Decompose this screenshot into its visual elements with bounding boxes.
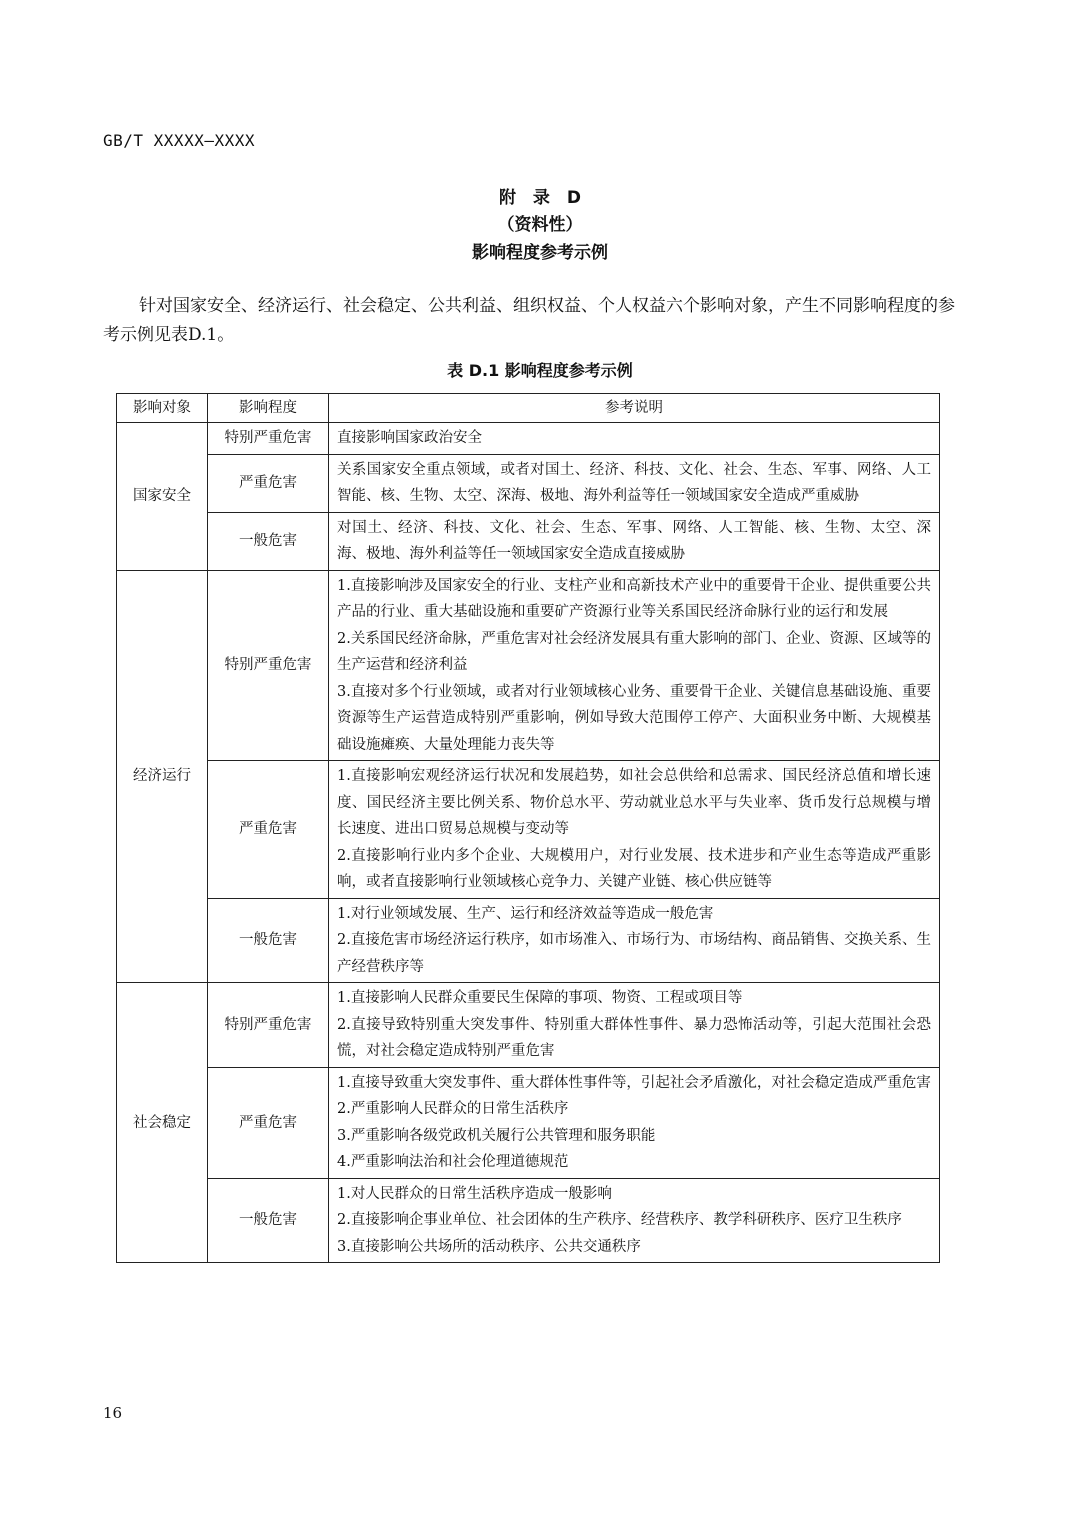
impact-level-cell: 特别严重危害 xyxy=(208,423,329,455)
description-item: 1.对人民群众的日常生活秩序造成一般影响 xyxy=(337,1185,612,1202)
reference-description-cell xyxy=(329,423,940,455)
impact-level-cell: 严重危害 xyxy=(208,1067,329,1178)
description-item: 1.直接影响涉及国家安全的行业、支柱产业和高新技术产业中的重要骨干企业、提供重要公共产品的行业、重大基础设施和重要矿产资源行业等关系国民经济命脉行业的运行和发展 xyxy=(337,577,931,620)
table-body xyxy=(117,423,940,1263)
header-object: 影响对象 xyxy=(117,394,208,423)
description-item: 2.直接导致特别重大突发事件、特别重大群体性事件、暴力恐怖活动等，引起大范围社会恐慌，对社会稳定造成特别严重危害 xyxy=(337,1016,931,1059)
description-item: 2.直接影响企事业单位、社会团体的生产秩序、经营秩序、教学科研秩序、医疗卫生秩序 xyxy=(337,1212,902,1228)
table-header-row xyxy=(117,394,940,423)
page-number: 16 xyxy=(103,1404,123,1422)
impact-level-cell: 严重危害 xyxy=(208,454,329,512)
impact-level-cell: 严重危害 xyxy=(208,761,329,899)
intro-paragraph: 针对国家安全、经济运行、社会稳定、公共利益、组织权益、个人权益六个影响对象，产生不同影响程度的参考示例见表D.1。 xyxy=(103,296,955,345)
impact-level-cell: 一般危害 xyxy=(208,898,329,983)
table-row xyxy=(117,983,940,1068)
reference-description-cell xyxy=(329,1178,940,1263)
table-row xyxy=(117,898,940,983)
table-caption: 表 D.1 影响程度参考示例 xyxy=(447,361,633,380)
description-item: 4.严重影响法治和社会伦理道德规范 xyxy=(337,1154,569,1170)
description-item: 对国土、经济、科技、文化、社会、生态、军事、网络、人工智能、核、生物、太空、深海、极地、海外利益等任一领域国家安全造成直接威胁 xyxy=(337,519,931,562)
description-item: 1.直接影响人民群众重要民生保障的事项、物资、工程或项目等 xyxy=(337,990,743,1006)
impact-table xyxy=(116,393,940,1263)
impact-level-cell: 特别严重危害 xyxy=(208,570,329,761)
description-item: 2.直接影响行业内多个企业、大规模用户，对行业发展、技术进步和产业生态等造成严重影响，或者直接影响行业领域核心竞争力、关键产业链、核心供应链等 xyxy=(337,847,931,890)
table-row xyxy=(117,761,940,899)
description-item: 1.直接影响宏观经济运行状况和发展趋势，如社会总供给和总需求、国民经济总值和增长速度、国民经济主要比例关系、物价总水平、劳动就业总水平与失业率、货币发行总规模与增长速度、进出口贸易总规模与变动等 xyxy=(337,768,931,837)
description-item: 直接影响国家政治安全 xyxy=(337,430,482,446)
reference-description-cell xyxy=(329,454,940,512)
description-item: 2.直接危害市场经济运行秩序，如市场准入、市场行为、市场结构、商品销售、交换关系、生产经营秩序等 xyxy=(337,932,931,975)
reference-description-cell xyxy=(329,570,940,761)
reference-description-cell xyxy=(329,983,940,1068)
description-item: 3.直接影响公共场所的活动秩序、公共交通秩序 xyxy=(337,1238,641,1255)
table-row xyxy=(117,423,940,455)
header-description: 参考说明 xyxy=(329,394,940,423)
reference-description-cell xyxy=(329,1067,940,1178)
appendix-name: 影响程度参考示例 xyxy=(472,243,608,263)
reference-description-cell xyxy=(329,761,940,899)
description-item: 3.直接对多个行业领域，或者对行业领域核心业务、重要骨干企业、关键信息基础设施、重要资源等生产运营造成特别严重影响，例如导致大范围停工停产、大面积业务中断、大规模基础设施瘫痪、大量处理能力丧失等 xyxy=(337,683,931,753)
reference-description-cell xyxy=(329,512,940,570)
impact-level-cell: 特别严重危害 xyxy=(208,983,329,1068)
standard-code: GB/T XXXXX—XXXX xyxy=(103,131,255,150)
description-item: 3.严重影响各级党政机关履行公共管理和服务职能 xyxy=(337,1127,656,1144)
appendix-title: 附 录 D xyxy=(498,188,582,208)
description-item: 关系国家安全重点领域，或者对国土、经济、科技、文化、社会、生态、军事、网络、人工智能、核、生物、太空、深海、极地、海外利益等任一领域国家安全造成严重威胁 xyxy=(337,461,931,504)
reference-description-cell xyxy=(329,898,940,983)
appendix-type: （资料性） xyxy=(497,215,583,235)
impact-object-cell: 社会稳定 xyxy=(117,983,208,1263)
table-row xyxy=(117,570,940,761)
table-row xyxy=(117,454,940,512)
table-row xyxy=(117,1067,940,1178)
impact-object-cell: 经济运行 xyxy=(117,570,208,983)
impact-object-cell: 国家安全 xyxy=(117,423,208,571)
description-item: 2.关系国民经济命脉，严重危害对社会经济发展具有重大影响的部门、企业、资源、区域等的生产运营和经济利益 xyxy=(337,630,931,673)
description-item: 1.对行业领域发展、生产、运行和经济效益等造成一般危害 xyxy=(337,905,714,922)
description-item: 1.直接导致重大突发事件、重大群体性事件等，引起社会矛盾激化，对社会稳定造成严重危害 xyxy=(337,1074,931,1091)
impact-level-cell: 一般危害 xyxy=(208,512,329,570)
table-row xyxy=(117,512,940,570)
description-item: 2.严重影响人民群众的日常生活秩序 xyxy=(337,1101,569,1117)
table-row xyxy=(117,1178,940,1263)
impact-level-cell: 一般危害 xyxy=(208,1178,329,1263)
header-level: 影响程度 xyxy=(208,394,329,423)
